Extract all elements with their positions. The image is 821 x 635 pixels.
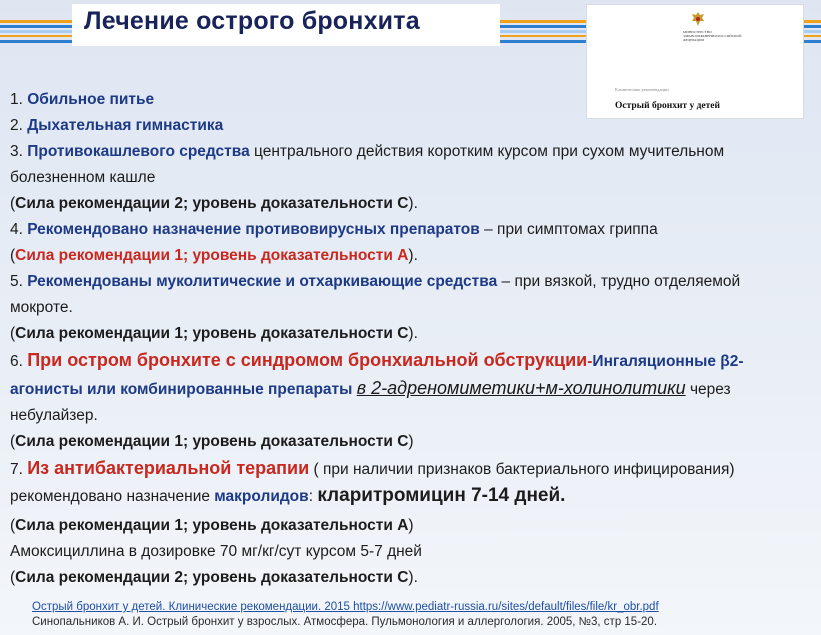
item-number: 5. (10, 273, 28, 290)
treatment-list (10, 87, 810, 591)
item-bold-text: агонисты или комбинированные препараты (10, 381, 353, 398)
item-line-2: рекомендовано назначение макролидов: кларитромицин 7-14 дней. (10, 485, 566, 506)
item-main: При остром бронхите с синдромом бронхиальной обструкции (27, 350, 588, 370)
item-main-2: Ингаляционные β2- (592, 353, 744, 370)
drug-text: кларитромицин 7-14 дней. (317, 485, 566, 506)
item-number: 2. (10, 117, 28, 134)
recommendation-strength: (Сила рекомендации 1; уровень доказательности С) (10, 433, 414, 450)
strength-text: Сила рекомендации 1; уровень доказательности А (15, 517, 409, 534)
item-rest: – при симптомах гриппа (479, 221, 658, 238)
item-main: Дыхательная гимнастика (27, 117, 224, 134)
item-main: Обильное питье (27, 91, 155, 108)
item-number: 6. (10, 353, 28, 370)
recommendation-strength: (Сила рекомендации 1; уровень доказательности А). (10, 247, 418, 264)
item-rest: – при вязкой, трудно отделяемой (497, 273, 741, 290)
recommendation-strength: (Сила рекомендации 1; уровень доказательности А) (10, 517, 414, 534)
reference-link[interactable]: Острый бронхит у детей. Клинические рекомендации. 2015 https://www.pediatr-russia.ru/sites/default/files/file/kr_obr.pdf (32, 601, 659, 613)
item-number: 7. (10, 461, 28, 478)
recommendation-strength: (Сила рекомендации 2; уровень доказательности С). (10, 569, 418, 586)
recommendation-strength: (Сила рекомендации 1; уровень доказательности С). (10, 325, 418, 342)
item-continuation: мокроте. (10, 299, 73, 316)
strength-text: Сила рекомендации 1; уровень доказательности С (15, 325, 409, 342)
strength-text: Сила рекомендации 1; уровень доказательности А (15, 247, 409, 264)
item-main: Противокашлевого средства (27, 143, 250, 160)
item-line-2: агонисты или комбинированные препараты в 2-адреномиметики+м-холинолитики через (10, 378, 731, 398)
list-item (10, 347, 810, 375)
references (32, 600, 659, 630)
strength-text: Сила рекомендации 2; уровень доказательности С (15, 569, 409, 586)
item-rest: центрального действия коротким курсом при сухом мучительном (249, 143, 725, 160)
item-dosage-line: Амоксициллина в дозировке 70 мг/кг/сут курсом 5-7 дней (10, 543, 422, 560)
list-item (10, 113, 810, 139)
item-number: 1. (10, 91, 28, 108)
list-item (10, 87, 810, 113)
item-rest: ( при наличии признаков бактериального инфицирования) (309, 461, 735, 478)
recommendation-strength: (Сила рекомендации 2; уровень доказательности С). (10, 195, 418, 212)
item-continuation: болезненном кашле (10, 169, 156, 186)
list-item (10, 455, 810, 483)
reference-text: Синопальников А. И. Острый бронхит у взрослых. Атмосфера. Пульмонология и аллергология. 2005, №3, стр 15-20. (32, 616, 658, 628)
strength-text: Сила рекомендации 2; уровень доказательности С (15, 195, 409, 212)
slide-title: Лечение острого бронхита (84, 7, 420, 35)
thumbnail-org-text: МИНИСТЕРСТВО ЗДРАВООХРАНЕНИЯ РОССИЙСКОЙ ФЕДЕРАЦИИ (683, 30, 742, 42)
item-continuation: небулайзер. (10, 407, 98, 424)
item-main: Из антибактериальной терапии (27, 458, 310, 478)
strength-text: Сила рекомендации 1; уровень доказательности С (15, 433, 409, 450)
item-number: 3. (10, 143, 28, 160)
coat-of-arms-icon (690, 11, 706, 28)
macrolides-text: макролидов (214, 488, 309, 505)
item-italic-text: в 2-адреномиметики+м-холинолитики (356, 378, 686, 398)
list-item (10, 139, 810, 165)
thumbnail-document-title: Острый бронхит у детей (615, 101, 720, 111)
list-item (10, 217, 810, 243)
item-dash: - (587, 353, 593, 370)
thumbnail-label: Клинические рекомендации (615, 87, 669, 92)
item-number: 4. (10, 221, 28, 238)
item-main: Рекомендовано назначение противовирусных препаратов (27, 221, 480, 238)
item-main: Рекомендованы муколитические и отхаркивающие средства (27, 273, 498, 290)
list-item (10, 269, 810, 295)
